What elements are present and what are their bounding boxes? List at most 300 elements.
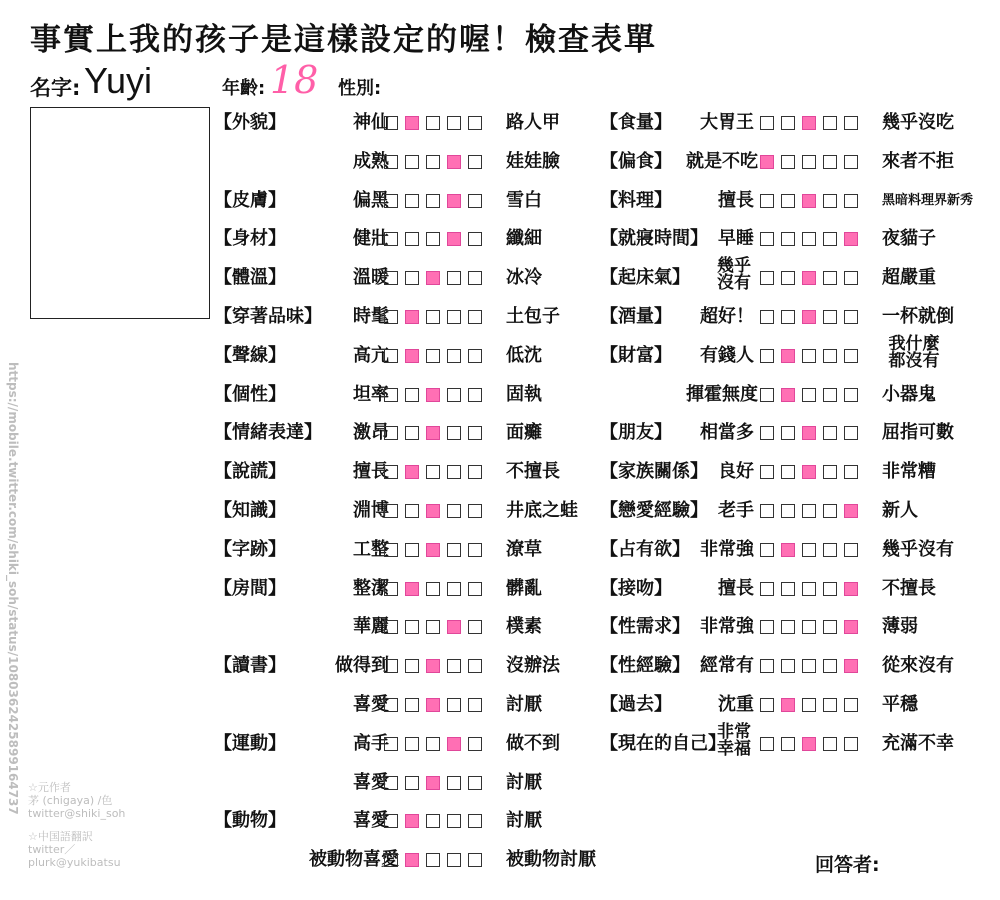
checked-box[interactable] xyxy=(447,620,461,634)
checkbox[interactable] xyxy=(844,194,858,208)
checklist-row xyxy=(214,344,594,368)
rating-scale xyxy=(384,232,482,248)
checkbox[interactable] xyxy=(468,349,482,363)
left-option-label: 工整 xyxy=(353,538,389,560)
checkbox[interactable] xyxy=(384,698,398,712)
left-option-label: 淵博 xyxy=(353,500,389,521)
checked-box[interactable] xyxy=(426,698,440,712)
checkbox[interactable] xyxy=(802,659,816,673)
rating-scale xyxy=(384,465,482,481)
left-option-label: 揮霍無度 xyxy=(686,383,758,405)
checkbox[interactable] xyxy=(468,582,482,596)
left-option-label: 被動物喜愛 xyxy=(309,849,399,871)
right-option-label: 幾乎沒有 xyxy=(882,538,954,560)
rating-scale xyxy=(384,582,482,598)
checkbox[interactable] xyxy=(468,232,482,246)
checklist-row xyxy=(600,333,996,371)
checkbox[interactable] xyxy=(405,388,419,402)
rating-scale xyxy=(384,814,482,830)
checklist-row xyxy=(600,460,996,484)
checkbox[interactable] xyxy=(802,504,816,518)
checkbox[interactable] xyxy=(447,814,461,828)
checkbox[interactable] xyxy=(447,853,461,867)
checkbox[interactable] xyxy=(802,388,816,402)
checkbox[interactable] xyxy=(823,698,837,712)
left-option-label: 大胃王 xyxy=(700,112,754,133)
checklist-row xyxy=(214,693,594,717)
checklist-row xyxy=(214,771,594,795)
left-option-label: 坦率 xyxy=(353,383,389,405)
category-label: 【穿著品味】 xyxy=(214,306,322,327)
left-option-label: 健壯 xyxy=(353,228,389,250)
rating-scale xyxy=(384,116,482,132)
checked-box[interactable] xyxy=(405,465,419,479)
checkbox[interactable] xyxy=(405,426,419,440)
checkbox[interactable] xyxy=(802,155,816,169)
checkbox[interactable] xyxy=(781,271,795,285)
checkbox[interactable] xyxy=(844,543,858,557)
checkbox[interactable] xyxy=(405,194,419,208)
right-option-label: 面癱 xyxy=(506,422,542,444)
sex-label: 性別: xyxy=(338,78,382,99)
checkbox[interactable] xyxy=(447,504,461,518)
checkbox[interactable] xyxy=(823,620,837,634)
checkbox[interactable] xyxy=(405,543,419,557)
checkbox[interactable] xyxy=(405,737,419,751)
right-option-label: 被動物討厭 xyxy=(506,849,596,871)
left-option-label: 喜愛 xyxy=(353,771,389,793)
checkbox[interactable] xyxy=(823,543,837,557)
checklist-row xyxy=(600,693,996,717)
checked-box[interactable] xyxy=(781,698,795,712)
checklist-row xyxy=(214,615,594,639)
checked-box[interactable] xyxy=(426,776,440,790)
checkbox[interactable] xyxy=(468,659,482,673)
checkbox[interactable] xyxy=(781,310,795,324)
checkbox[interactable] xyxy=(468,465,482,479)
checkbox[interactable] xyxy=(384,116,398,130)
checkbox[interactable] xyxy=(760,426,774,440)
checkbox[interactable] xyxy=(447,776,461,790)
checkbox[interactable] xyxy=(760,698,774,712)
checkbox[interactable] xyxy=(760,310,774,324)
rating-scale xyxy=(384,155,482,171)
checkbox[interactable] xyxy=(384,465,398,479)
left-option-label: 喜愛 xyxy=(353,694,389,715)
checked-box[interactable] xyxy=(844,620,858,634)
right-option-label: 固執 xyxy=(506,383,542,405)
checkbox[interactable] xyxy=(447,271,461,285)
right-option-label: 討厭 xyxy=(506,810,542,832)
checkbox[interactable] xyxy=(823,465,837,479)
category-label: 【讀書】 xyxy=(214,655,286,677)
category-label: 【接吻】 xyxy=(600,577,672,599)
rating-scale xyxy=(760,659,858,675)
checkbox[interactable] xyxy=(426,194,440,208)
checkbox[interactable] xyxy=(384,155,398,169)
checklist-row xyxy=(600,111,996,135)
checkbox[interactable] xyxy=(760,116,774,130)
category-label: 【知識】 xyxy=(214,500,286,521)
right-option-label: 做不到 xyxy=(506,732,560,754)
rating-scale xyxy=(384,659,482,675)
category-label: 【外貌】 xyxy=(214,112,286,133)
checkbox[interactable] xyxy=(468,543,482,557)
checked-box[interactable] xyxy=(802,194,816,208)
checkbox[interactable] xyxy=(426,116,440,130)
checkbox[interactable] xyxy=(823,194,837,208)
checkbox[interactable] xyxy=(426,349,440,363)
category-label: 【性需求】 xyxy=(600,616,690,638)
checkbox[interactable] xyxy=(844,698,858,712)
checked-box[interactable] xyxy=(802,737,816,751)
category-label: 【家族關係】 xyxy=(600,461,708,483)
checkbox[interactable] xyxy=(426,620,440,634)
checked-box[interactable] xyxy=(844,582,858,596)
checkbox[interactable] xyxy=(384,349,398,363)
checked-box[interactable] xyxy=(405,853,419,867)
checked-box[interactable] xyxy=(405,116,419,130)
checkbox[interactable] xyxy=(384,232,398,246)
checklist-row xyxy=(214,266,594,290)
checkbox[interactable] xyxy=(447,543,461,557)
checklist-row xyxy=(600,383,996,407)
category-label: 【個性】 xyxy=(214,383,286,405)
checked-box[interactable] xyxy=(802,310,816,324)
checkbox[interactable] xyxy=(447,388,461,402)
checkbox[interactable] xyxy=(384,194,398,208)
checkbox[interactable] xyxy=(802,543,816,557)
checkbox[interactable] xyxy=(760,504,774,518)
checkbox[interactable] xyxy=(384,310,398,324)
right-option-label: 樸素 xyxy=(506,616,542,638)
checkbox[interactable] xyxy=(781,155,795,169)
checkbox[interactable] xyxy=(405,659,419,673)
checked-box[interactable] xyxy=(405,814,419,828)
right-option-label: 我什麼都沒有 xyxy=(888,333,940,371)
rating-scale xyxy=(760,620,858,636)
rating-scale xyxy=(384,426,482,442)
checkbox[interactable] xyxy=(426,737,440,751)
checkbox[interactable] xyxy=(384,620,398,634)
checkbox[interactable] xyxy=(384,504,398,518)
checkbox[interactable] xyxy=(405,620,419,634)
checked-box[interactable] xyxy=(447,155,461,169)
right-option-label: 娃娃臉 xyxy=(506,150,560,172)
checked-box[interactable] xyxy=(426,659,440,673)
left-option-label: 就是不吃 xyxy=(686,150,758,172)
checkbox[interactable] xyxy=(781,116,795,130)
category-label: 【現在的自己】 xyxy=(600,732,726,754)
checkbox[interactable] xyxy=(844,349,858,363)
checkbox[interactable] xyxy=(844,116,858,130)
checkbox[interactable] xyxy=(426,814,440,828)
checkbox[interactable] xyxy=(468,814,482,828)
category-label: 【說謊】 xyxy=(214,461,286,483)
category-label: 【運動】 xyxy=(214,732,286,754)
left-option-label: 非常幸福 xyxy=(717,721,751,759)
checkbox[interactable] xyxy=(844,465,858,479)
checked-box[interactable] xyxy=(405,349,419,363)
checkbox[interactable] xyxy=(760,388,774,402)
checklist-row xyxy=(600,189,996,213)
checked-box[interactable] xyxy=(426,504,440,518)
right-option-label: 纖細 xyxy=(506,228,542,250)
checklist-row xyxy=(600,305,996,329)
checkbox[interactable] xyxy=(781,194,795,208)
checkbox[interactable] xyxy=(823,426,837,440)
checkbox[interactable] xyxy=(760,349,774,363)
checked-box[interactable] xyxy=(447,737,461,751)
rating-scale xyxy=(384,698,482,714)
left-option-label: 整潔 xyxy=(353,577,389,599)
rating-scale xyxy=(760,310,858,326)
checklist-row xyxy=(600,538,996,562)
right-option-label: 土包子 xyxy=(506,306,560,327)
checkbox[interactable] xyxy=(844,155,858,169)
rating-scale xyxy=(760,582,858,598)
right-option-label: 井底之蛙 xyxy=(506,500,578,521)
rating-scale xyxy=(384,853,482,869)
checkbox[interactable] xyxy=(468,853,482,867)
checkbox[interactable] xyxy=(468,426,482,440)
checkbox[interactable] xyxy=(823,271,837,285)
name-label: 名字: xyxy=(30,76,81,100)
checkbox[interactable] xyxy=(447,698,461,712)
checkbox[interactable] xyxy=(802,582,816,596)
checkbox[interactable] xyxy=(802,620,816,634)
checkbox[interactable] xyxy=(468,620,482,634)
checklist-row xyxy=(600,256,996,294)
checkbox[interactable] xyxy=(426,853,440,867)
right-option-label: 不擅長 xyxy=(882,577,936,599)
checkbox[interactable] xyxy=(781,659,795,673)
rating-scale xyxy=(760,426,858,442)
checkbox[interactable] xyxy=(426,465,440,479)
checked-box[interactable] xyxy=(426,543,440,557)
checkbox[interactable] xyxy=(781,426,795,440)
checkbox[interactable] xyxy=(823,504,837,518)
checkbox[interactable] xyxy=(405,776,419,790)
category-label: 【性經驗】 xyxy=(600,655,690,677)
checked-box[interactable] xyxy=(405,582,419,596)
left-option-label: 沈重 xyxy=(718,694,754,715)
checkbox[interactable] xyxy=(468,116,482,130)
left-option-label: 早睡 xyxy=(718,228,754,250)
left-option-label: 時髦 xyxy=(353,306,389,327)
checklist-row xyxy=(214,809,594,833)
checkbox[interactable] xyxy=(447,310,461,324)
checkbox[interactable] xyxy=(384,853,398,867)
rating-scale xyxy=(384,388,482,404)
rating-scale xyxy=(760,155,858,171)
category-label: 【皮膚】 xyxy=(214,189,286,211)
checklist-row xyxy=(214,848,594,872)
checkbox[interactable] xyxy=(468,155,482,169)
checkbox[interactable] xyxy=(447,116,461,130)
checkbox[interactable] xyxy=(781,232,795,246)
checkbox[interactable] xyxy=(844,310,858,324)
checked-box[interactable] xyxy=(844,504,858,518)
checklist-row xyxy=(214,421,594,445)
checkbox[interactable] xyxy=(447,659,461,673)
checkbox[interactable] xyxy=(468,310,482,324)
checkbox[interactable] xyxy=(384,814,398,828)
right-option-label: 屈指可數 xyxy=(882,422,954,444)
checked-box[interactable] xyxy=(447,232,461,246)
checkbox[interactable] xyxy=(844,737,858,751)
checklist-row xyxy=(214,577,594,601)
left-option-label: 擅長 xyxy=(353,461,389,483)
checked-box[interactable] xyxy=(844,232,858,246)
checkbox[interactable] xyxy=(823,388,837,402)
rating-scale xyxy=(384,310,482,326)
left-option-label: 高亢 xyxy=(353,344,389,366)
right-option-label: 來者不拒 xyxy=(882,150,954,172)
checkbox[interactable] xyxy=(468,194,482,208)
checkbox[interactable] xyxy=(823,582,837,596)
checkbox[interactable] xyxy=(384,426,398,440)
left-option-label: 溫暖 xyxy=(353,267,389,289)
right-option-label: 新人 xyxy=(882,500,918,521)
checkbox[interactable] xyxy=(760,582,774,596)
checkbox[interactable] xyxy=(760,271,774,285)
checkbox[interactable] xyxy=(468,737,482,751)
checked-box[interactable] xyxy=(426,388,440,402)
checklist-row xyxy=(214,499,594,523)
checkbox[interactable] xyxy=(823,349,837,363)
category-label: 【聲線】 xyxy=(214,344,286,366)
rating-scale xyxy=(760,504,858,520)
checkbox[interactable] xyxy=(447,582,461,596)
category-label: 【情緒表達】 xyxy=(214,422,322,444)
checkbox[interactable] xyxy=(823,659,837,673)
checklist-row xyxy=(214,305,594,329)
checkbox[interactable] xyxy=(468,776,482,790)
checkbox[interactable] xyxy=(384,271,398,285)
checkbox[interactable] xyxy=(844,388,858,402)
checkbox[interactable] xyxy=(781,465,795,479)
checklist-row xyxy=(600,654,996,678)
translator-handle: plurk@yukibatsu xyxy=(28,856,121,869)
checkbox[interactable] xyxy=(426,582,440,596)
checked-box[interactable] xyxy=(844,659,858,673)
checked-box[interactable] xyxy=(447,194,461,208)
checkbox[interactable] xyxy=(781,737,795,751)
checkbox[interactable] xyxy=(384,543,398,557)
checkbox[interactable] xyxy=(781,504,795,518)
checkbox[interactable] xyxy=(447,465,461,479)
checked-box[interactable] xyxy=(802,271,816,285)
checklist-row xyxy=(214,732,594,756)
checkbox[interactable] xyxy=(426,232,440,246)
checkbox[interactable] xyxy=(447,426,461,440)
checkbox[interactable] xyxy=(802,698,816,712)
rating-scale xyxy=(760,388,858,404)
checklist-row xyxy=(600,577,996,601)
rating-scale xyxy=(384,194,482,210)
checkbox[interactable] xyxy=(760,620,774,634)
checked-box[interactable] xyxy=(781,388,795,402)
category-label: 【占有欲】 xyxy=(600,538,690,560)
author-name: 茅 (chigaya) /色 xyxy=(28,794,113,807)
checkbox[interactable] xyxy=(447,349,461,363)
checkbox[interactable] xyxy=(781,620,795,634)
checkbox[interactable] xyxy=(823,232,837,246)
checkbox[interactable] xyxy=(468,388,482,402)
category-label: 【動物】 xyxy=(214,810,286,832)
checked-box[interactable] xyxy=(781,349,795,363)
checkbox[interactable] xyxy=(384,388,398,402)
checkbox[interactable] xyxy=(760,659,774,673)
checkbox[interactable] xyxy=(405,232,419,246)
checkbox[interactable] xyxy=(405,271,419,285)
checkbox[interactable] xyxy=(823,737,837,751)
checkbox[interactable] xyxy=(802,232,816,246)
left-option-label: 良好 xyxy=(718,461,754,483)
checked-box[interactable] xyxy=(426,426,440,440)
checkbox[interactable] xyxy=(760,465,774,479)
left-option-label: 擅長 xyxy=(718,189,754,211)
checked-box[interactable] xyxy=(405,310,419,324)
checked-box[interactable] xyxy=(760,155,774,169)
checkbox[interactable] xyxy=(405,155,419,169)
checkbox[interactable] xyxy=(384,659,398,673)
checkbox[interactable] xyxy=(844,426,858,440)
checked-box[interactable] xyxy=(802,465,816,479)
right-option-label: 冰冷 xyxy=(506,267,542,289)
checkbox[interactable] xyxy=(760,543,774,557)
checkbox[interactable] xyxy=(468,271,482,285)
left-option-label: 幾乎沒有 xyxy=(717,256,751,294)
checkbox[interactable] xyxy=(823,116,837,130)
left-option-label: 擅長 xyxy=(718,577,754,599)
checkbox[interactable] xyxy=(844,271,858,285)
left-option-label: 相當多 xyxy=(700,422,754,444)
checkbox[interactable] xyxy=(802,349,816,363)
checkbox[interactable] xyxy=(760,737,774,751)
right-option-label: 討厭 xyxy=(506,694,542,715)
checkbox[interactable] xyxy=(405,504,419,518)
checkbox[interactable] xyxy=(426,310,440,324)
checkbox[interactable] xyxy=(468,698,482,712)
checklist-row xyxy=(600,615,996,639)
checked-box[interactable] xyxy=(781,543,795,557)
checkbox[interactable] xyxy=(781,582,795,596)
checkbox[interactable] xyxy=(823,310,837,324)
right-option-label: 一杯就倒 xyxy=(882,306,954,327)
checkbox[interactable] xyxy=(760,194,774,208)
category-label: 【料理】 xyxy=(600,189,672,211)
checkbox[interactable] xyxy=(384,737,398,751)
checked-box[interactable] xyxy=(426,271,440,285)
right-option-label: 路人甲 xyxy=(506,112,560,133)
left-option-label: 偏黑 xyxy=(353,189,389,211)
checkbox[interactable] xyxy=(405,698,419,712)
checked-box[interactable] xyxy=(802,116,816,130)
checked-box[interactable] xyxy=(802,426,816,440)
checkbox[interactable] xyxy=(384,582,398,596)
checkbox[interactable] xyxy=(760,232,774,246)
checkbox[interactable] xyxy=(384,776,398,790)
rating-scale xyxy=(760,232,858,248)
right-option-label: 超嚴重 xyxy=(882,267,936,289)
left-option-label: 激昂 xyxy=(353,422,389,444)
checkbox[interactable] xyxy=(426,155,440,169)
category-label: 【酒量】 xyxy=(600,306,672,327)
checkbox[interactable] xyxy=(468,504,482,518)
checkbox[interactable] xyxy=(823,155,837,169)
